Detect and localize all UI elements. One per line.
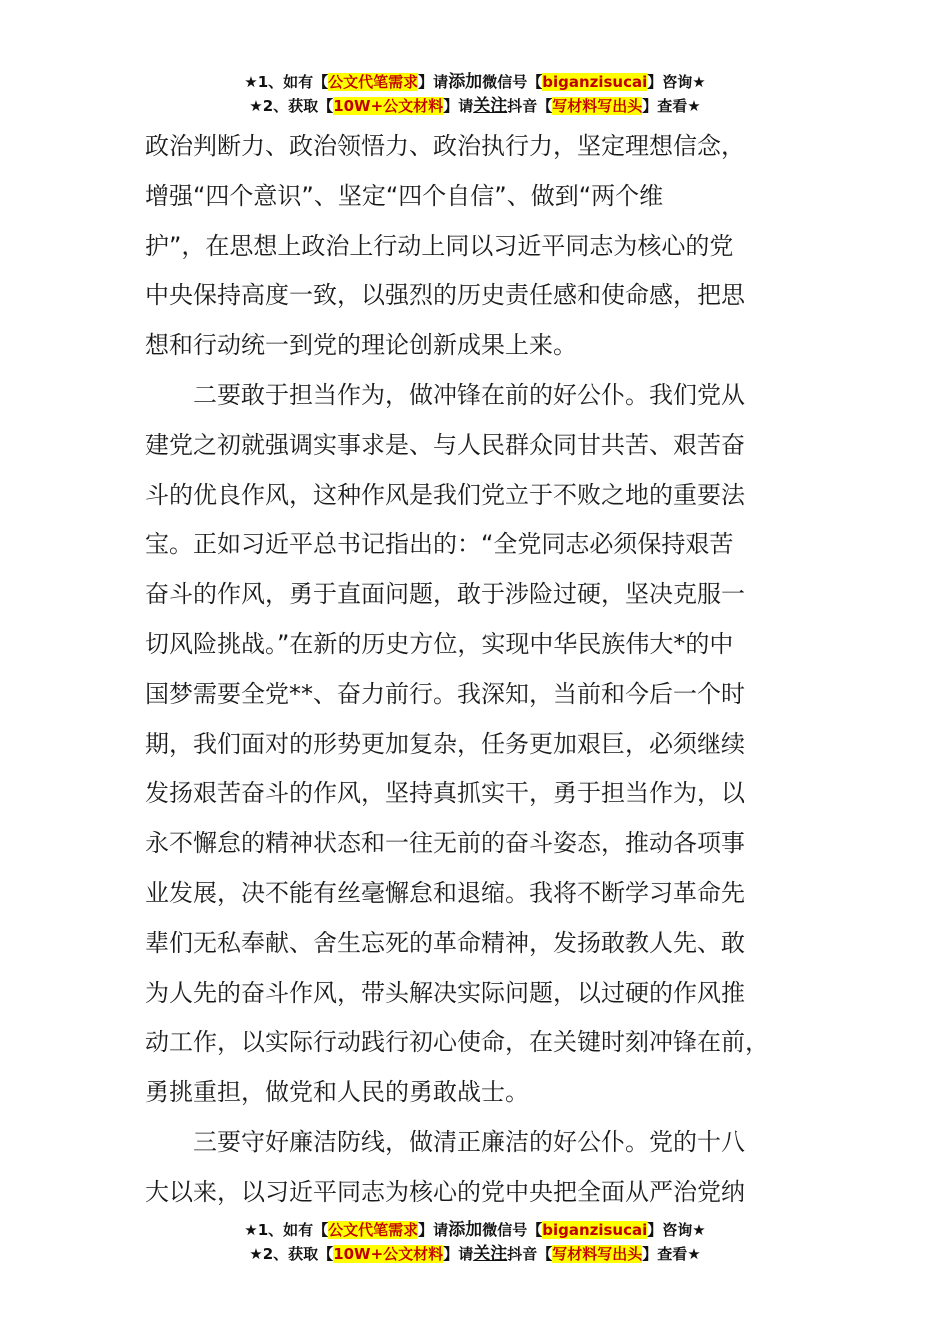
banner-line-2: ★2、获取【10W+公文材料】请关注抖音【写材料写出头】查看★ [249, 96, 701, 116]
text-line: 动工作，以实际行动践行初心使命，在关键时刻冲锋在前， [145, 1028, 769, 1057]
banner-line-1: ★1、如有【公文代笔需求】请添加微信号【biganzisucai】咨询★ [244, 72, 706, 92]
highlight-douyin: 写材料写出头 [552, 1245, 643, 1263]
banner-line-1: ★1、如有【公文代笔需求】请添加微信号【biganzisucai】咨询★ [244, 1220, 706, 1240]
text-line: 发扬艰苦奋斗的作风，坚持真抓实干，勇于担当作为，以 [145, 779, 745, 808]
text-line: 政治判断力、政治领悟力、政治执行力，坚定理想信念， [145, 132, 745, 160]
text-line: 斗的优良作风，这种作风是我们党立于不败之地的重要法 [145, 480, 745, 509]
highlight-wechat-id: biganzisucai [542, 73, 648, 91]
text-line: 国梦需要全党**、奋力前行。我深知，当前和今后一个时 [145, 679, 745, 708]
text-line: 想和行动统一到党的理论创新成果上来。 [145, 331, 577, 360]
text-line: 护”，在思想上政治上行动上同以习近平同志为核心的党 [145, 231, 734, 260]
footer-banner [0, 1218, 950, 1266]
text-line: 期，我们面对的形势更加复杂，任务更加艰巨，必须继续 [145, 729, 745, 758]
header-banner [0, 70, 950, 118]
text-line: 中央保持高度一致，以强烈的历史责任感和使命感，把思 [145, 281, 745, 310]
text-line: 勇挑重担，做党和人民的勇敢战士。 [145, 1078, 529, 1107]
text-line: 为人先的奋斗作风，带头解决实际问题，以过硬的作风推 [145, 978, 745, 1007]
banner-line-2: ★2、获取【10W+公文材料】请关注抖音【写材料写出头】查看★ [249, 1244, 701, 1264]
highlight-materials: 10W+公文材料 [333, 97, 444, 115]
text-line: 切风险挑战。”在新的历史方位，实现中华民族伟大*的中 [145, 629, 734, 658]
text-line: 二要敢于担当作为，做冲锋在前的好公仆。我们党从 [145, 380, 745, 409]
text-line: 三要守好廉洁防线，做清正廉洁的好公仆。党的十八 [145, 1127, 745, 1156]
text-line: 业发展，决不能有丝毫懈怠和退缩。我将不断学习革命先 [145, 878, 745, 907]
text-line: 建党之初就强调实事求是、与人民群众同甘共苦、艰苦奋 [145, 430, 745, 459]
highlight-ghostwriting: 公文代笔需求 [328, 1221, 419, 1239]
highlight-wechat-id: biganzisucai [542, 1221, 648, 1239]
highlight-ghostwriting: 公文代笔需求 [328, 73, 419, 91]
highlight-materials: 10W+公文材料 [333, 1245, 444, 1263]
text-line: 奋斗的作风，勇于直面问题，敢于涉险过硬，坚决克服一 [145, 580, 745, 609]
document-body [145, 122, 810, 1218]
text-line: 辈们无私奉献、舍生忘死的革命精神，发扬敢教人先、敢 [145, 928, 745, 957]
text-line: 增强“四个意识”、坚定“四个自信”、做到“两个维 [145, 181, 664, 210]
highlight-douyin: 写材料写出头 [552, 97, 643, 115]
text-line: 永不懈怠的精神状态和一往无前的奋斗姿态，推动各项事 [145, 829, 745, 858]
text-line: 宝。正如习近平总书记指出的：“全党同志必须保持艰苦 [145, 530, 734, 559]
text-line: 大以来，以习近平同志为核心的党中央把全面从严治党纳 [145, 1177, 745, 1206]
